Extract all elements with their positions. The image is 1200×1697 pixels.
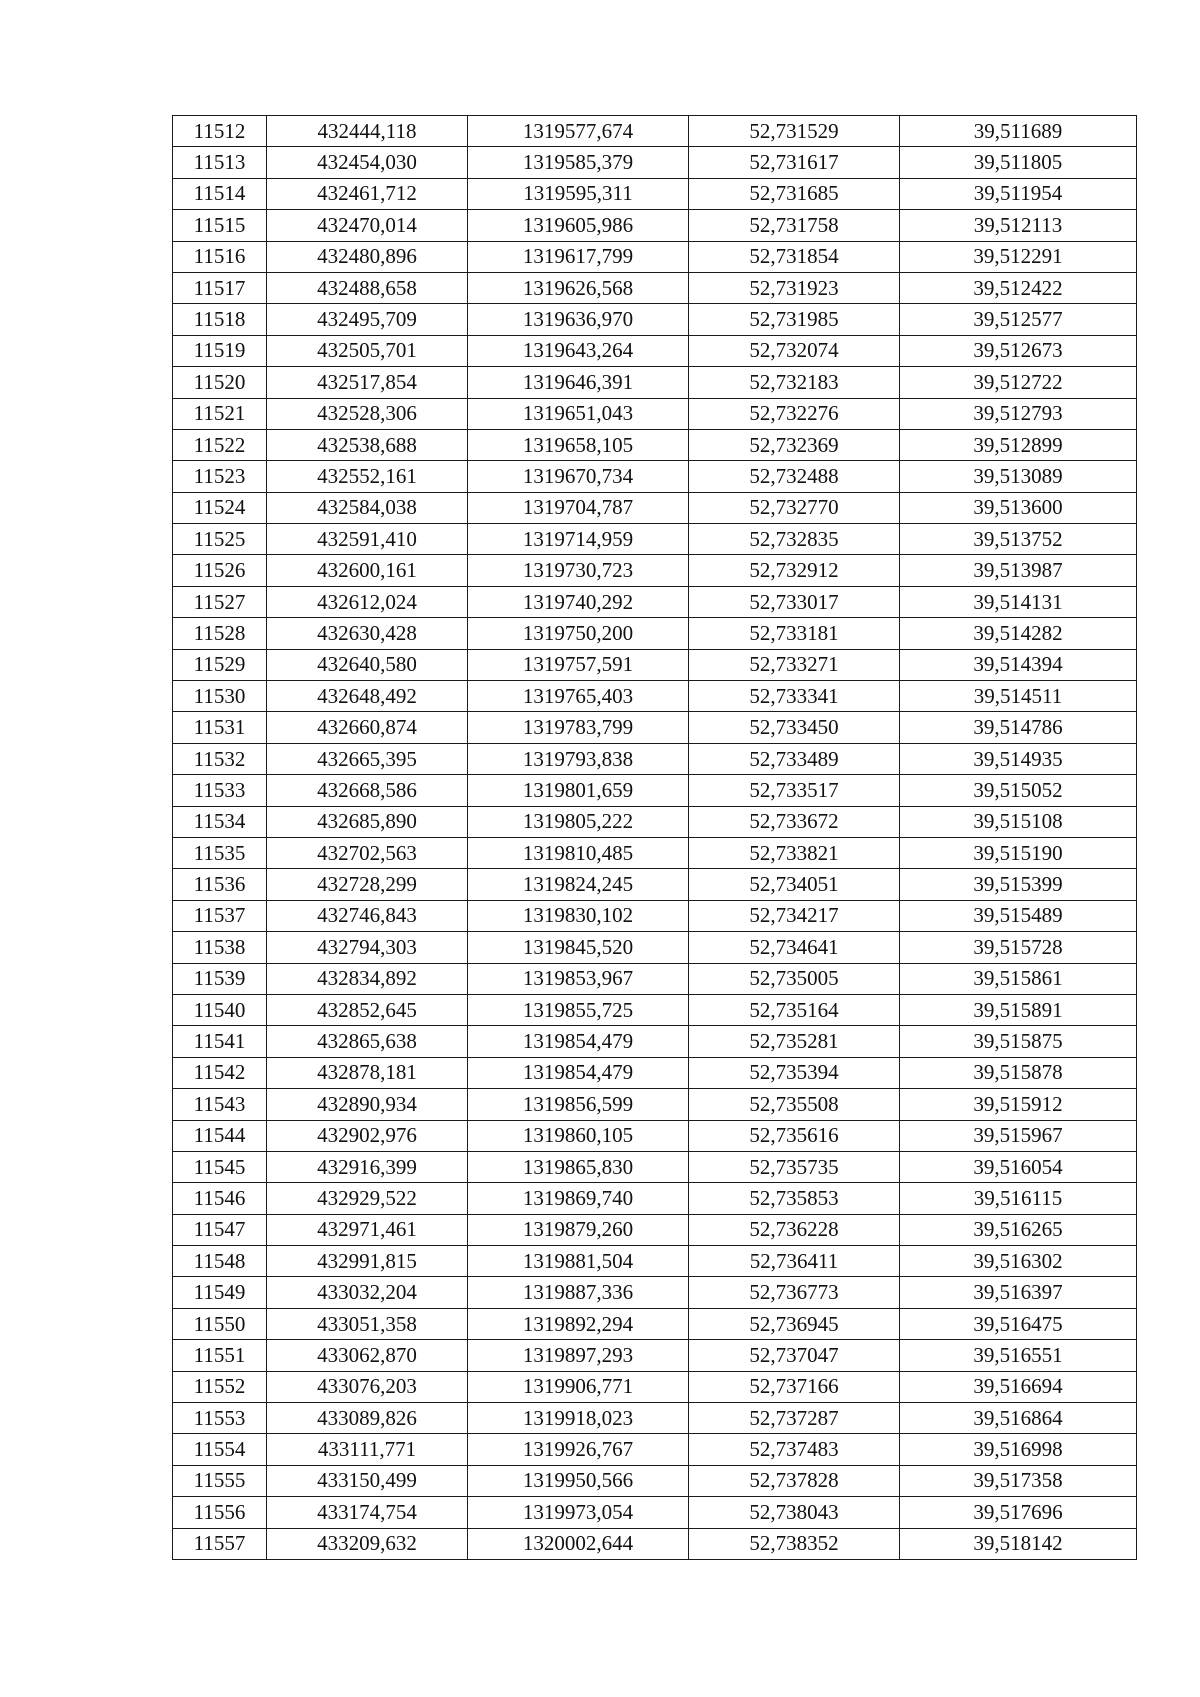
latitude-cell: 52,733271 [689, 649, 900, 680]
latitude-cell: 52,734051 [689, 869, 900, 900]
y-coordinate-cell: 1319897,293 [468, 1340, 689, 1371]
latitude-cell: 52,732369 [689, 429, 900, 460]
point-number-cell: 11539 [173, 963, 267, 994]
y-coordinate-cell: 1319926,767 [468, 1434, 689, 1465]
longitude-cell: 39,515891 [900, 994, 1137, 1025]
table-row [173, 775, 1137, 806]
x-coordinate-cell: 432517,854 [267, 367, 468, 398]
point-number-cell: 11514 [173, 178, 267, 209]
y-coordinate-cell: 1319805,222 [468, 806, 689, 837]
y-coordinate-cell: 1319636,970 [468, 304, 689, 335]
longitude-cell: 39,517358 [900, 1465, 1137, 1496]
x-coordinate-cell: 433032,204 [267, 1277, 468, 1308]
point-number-cell: 11517 [173, 272, 267, 303]
x-coordinate-cell: 433076,203 [267, 1371, 468, 1402]
x-coordinate-cell: 432834,892 [267, 963, 468, 994]
longitude-cell: 39,515108 [900, 806, 1137, 837]
x-coordinate-cell: 432640,580 [267, 649, 468, 680]
point-number-cell: 11515 [173, 210, 267, 241]
table-row [173, 555, 1137, 586]
longitude-cell: 39,516694 [900, 1371, 1137, 1402]
x-coordinate-cell: 432584,038 [267, 492, 468, 523]
y-coordinate-cell: 1319730,723 [468, 555, 689, 586]
longitude-cell: 39,516115 [900, 1183, 1137, 1214]
x-coordinate-cell: 432929,522 [267, 1183, 468, 1214]
longitude-cell: 39,515728 [900, 932, 1137, 963]
x-coordinate-cell: 432591,410 [267, 524, 468, 555]
latitude-cell: 52,735281 [689, 1026, 900, 1057]
longitude-cell: 39,513987 [900, 555, 1137, 586]
longitude-cell: 39,515489 [900, 900, 1137, 931]
point-number-cell: 11550 [173, 1308, 267, 1339]
table-row [173, 1026, 1137, 1057]
longitude-cell: 39,515861 [900, 963, 1137, 994]
x-coordinate-cell: 433062,870 [267, 1340, 468, 1371]
point-number-cell: 11530 [173, 681, 267, 712]
longitude-cell: 39,516551 [900, 1340, 1137, 1371]
latitude-cell: 52,731923 [689, 272, 900, 303]
latitude-cell: 52,732074 [689, 335, 900, 366]
x-coordinate-cell: 433150,499 [267, 1465, 468, 1496]
table-row [173, 1183, 1137, 1214]
x-coordinate-cell: 432890,934 [267, 1089, 468, 1120]
longitude-cell: 39,512793 [900, 398, 1137, 429]
table-row [173, 178, 1137, 209]
x-coordinate-cell: 432668,586 [267, 775, 468, 806]
y-coordinate-cell: 1319750,200 [468, 618, 689, 649]
latitude-cell: 52,733821 [689, 837, 900, 868]
latitude-cell: 52,735005 [689, 963, 900, 994]
x-coordinate-cell: 433209,632 [267, 1528, 468, 1559]
point-number-cell: 11546 [173, 1183, 267, 1214]
y-coordinate-cell: 1319783,799 [468, 712, 689, 743]
y-coordinate-cell: 1319860,105 [468, 1120, 689, 1151]
point-number-cell: 11538 [173, 932, 267, 963]
table-row [173, 712, 1137, 743]
y-coordinate-cell: 1319853,967 [468, 963, 689, 994]
table-row [173, 492, 1137, 523]
table-row [173, 1120, 1137, 1151]
x-coordinate-cell: 433111,771 [267, 1434, 468, 1465]
longitude-cell: 39,514131 [900, 586, 1137, 617]
table-row [173, 963, 1137, 994]
longitude-cell: 39,515878 [900, 1057, 1137, 1088]
y-coordinate-cell: 1319714,959 [468, 524, 689, 555]
point-number-cell: 11555 [173, 1465, 267, 1496]
point-number-cell: 11543 [173, 1089, 267, 1120]
longitude-cell: 39,515912 [900, 1089, 1137, 1120]
point-number-cell: 11524 [173, 492, 267, 523]
latitude-cell: 52,734641 [689, 932, 900, 963]
table-row [173, 1371, 1137, 1402]
latitude-cell: 52,737047 [689, 1340, 900, 1371]
latitude-cell: 52,733450 [689, 712, 900, 743]
longitude-cell: 39,513752 [900, 524, 1137, 555]
point-number-cell: 11525 [173, 524, 267, 555]
x-coordinate-cell: 432794,303 [267, 932, 468, 963]
longitude-cell: 39,516998 [900, 1434, 1137, 1465]
latitude-cell: 52,732488 [689, 461, 900, 492]
point-number-cell: 11556 [173, 1497, 267, 1528]
point-number-cell: 11531 [173, 712, 267, 743]
latitude-cell: 52,736773 [689, 1277, 900, 1308]
latitude-cell: 52,737828 [689, 1465, 900, 1496]
table-row [173, 649, 1137, 680]
y-coordinate-cell: 1319973,054 [468, 1497, 689, 1528]
y-coordinate-cell: 1319585,379 [468, 147, 689, 178]
y-coordinate-cell: 1319854,479 [468, 1026, 689, 1057]
coordinates-table-body [173, 116, 1137, 1560]
y-coordinate-cell: 1319793,838 [468, 743, 689, 774]
point-number-cell: 11533 [173, 775, 267, 806]
table-row [173, 272, 1137, 303]
point-number-cell: 11520 [173, 367, 267, 398]
table-row [173, 1057, 1137, 1088]
point-number-cell: 11518 [173, 304, 267, 335]
longitude-cell: 39,511954 [900, 178, 1137, 209]
x-coordinate-cell: 432865,638 [267, 1026, 468, 1057]
latitude-cell: 52,731529 [689, 116, 900, 147]
x-coordinate-cell: 432746,843 [267, 900, 468, 931]
x-coordinate-cell: 432660,874 [267, 712, 468, 743]
y-coordinate-cell: 1319830,102 [468, 900, 689, 931]
longitude-cell: 39,514786 [900, 712, 1137, 743]
longitude-cell: 39,518142 [900, 1528, 1137, 1559]
point-number-cell: 11519 [173, 335, 267, 366]
x-coordinate-cell: 432665,395 [267, 743, 468, 774]
point-number-cell: 11549 [173, 1277, 267, 1308]
point-number-cell: 11544 [173, 1120, 267, 1151]
longitude-cell: 39,511805 [900, 147, 1137, 178]
y-coordinate-cell: 1319881,504 [468, 1246, 689, 1277]
longitude-cell: 39,511689 [900, 116, 1137, 147]
table-row [173, 398, 1137, 429]
latitude-cell: 52,732770 [689, 492, 900, 523]
x-coordinate-cell: 432916,399 [267, 1151, 468, 1182]
longitude-cell: 39,512422 [900, 272, 1137, 303]
table-row [173, 1151, 1137, 1182]
point-number-cell: 11545 [173, 1151, 267, 1182]
table-row [173, 1246, 1137, 1277]
y-coordinate-cell: 1319810,485 [468, 837, 689, 868]
latitude-cell: 52,735164 [689, 994, 900, 1025]
y-coordinate-cell: 1319906,771 [468, 1371, 689, 1402]
table-row [173, 1403, 1137, 1434]
y-coordinate-cell: 1319865,830 [468, 1151, 689, 1182]
x-coordinate-cell: 432538,688 [267, 429, 468, 460]
table-row [173, 1308, 1137, 1339]
x-coordinate-cell: 432454,030 [267, 147, 468, 178]
latitude-cell: 52,735394 [689, 1057, 900, 1088]
x-coordinate-cell: 432902,976 [267, 1120, 468, 1151]
y-coordinate-cell: 1319950,566 [468, 1465, 689, 1496]
x-coordinate-cell: 433051,358 [267, 1308, 468, 1339]
latitude-cell: 52,735853 [689, 1183, 900, 1214]
y-coordinate-cell: 1319626,568 [468, 272, 689, 303]
latitude-cell: 52,731617 [689, 147, 900, 178]
point-number-cell: 11554 [173, 1434, 267, 1465]
longitude-cell: 39,514282 [900, 618, 1137, 649]
point-number-cell: 11527 [173, 586, 267, 617]
y-coordinate-cell: 1319887,336 [468, 1277, 689, 1308]
y-coordinate-cell: 1319801,659 [468, 775, 689, 806]
latitude-cell: 52,736411 [689, 1246, 900, 1277]
y-coordinate-cell: 1319740,292 [468, 586, 689, 617]
table-row [173, 618, 1137, 649]
latitude-cell: 52,732912 [689, 555, 900, 586]
y-coordinate-cell: 1319643,264 [468, 335, 689, 366]
y-coordinate-cell: 1319617,799 [468, 241, 689, 272]
x-coordinate-cell: 432685,890 [267, 806, 468, 837]
longitude-cell: 39,513089 [900, 461, 1137, 492]
table-row [173, 147, 1137, 178]
latitude-cell: 52,731758 [689, 210, 900, 241]
y-coordinate-cell: 1319824,245 [468, 869, 689, 900]
table-row [173, 524, 1137, 555]
x-coordinate-cell: 432971,461 [267, 1214, 468, 1245]
latitude-cell: 52,731985 [689, 304, 900, 335]
table-row [173, 335, 1137, 366]
point-number-cell: 11516 [173, 241, 267, 272]
table-row [173, 806, 1137, 837]
point-number-cell: 11551 [173, 1340, 267, 1371]
longitude-cell: 39,514394 [900, 649, 1137, 680]
table-row [173, 1089, 1137, 1120]
longitude-cell: 39,515190 [900, 837, 1137, 868]
longitude-cell: 39,512577 [900, 304, 1137, 335]
coordinates-table [172, 115, 1137, 1560]
table-row [173, 1214, 1137, 1245]
latitude-cell: 52,731854 [689, 241, 900, 272]
y-coordinate-cell: 1319658,105 [468, 429, 689, 460]
y-coordinate-cell: 1319595,311 [468, 178, 689, 209]
x-coordinate-cell: 432852,645 [267, 994, 468, 1025]
y-coordinate-cell: 1319918,023 [468, 1403, 689, 1434]
y-coordinate-cell: 1319757,591 [468, 649, 689, 680]
x-coordinate-cell: 433089,826 [267, 1403, 468, 1434]
point-number-cell: 11532 [173, 743, 267, 774]
table-row [173, 1277, 1137, 1308]
longitude-cell: 39,516265 [900, 1214, 1137, 1245]
longitude-cell: 39,516475 [900, 1308, 1137, 1339]
longitude-cell: 39,513600 [900, 492, 1137, 523]
table-row [173, 681, 1137, 712]
x-coordinate-cell: 433174,754 [267, 1497, 468, 1528]
table-row [173, 241, 1137, 272]
y-coordinate-cell: 1319651,043 [468, 398, 689, 429]
y-coordinate-cell: 1319855,725 [468, 994, 689, 1025]
point-number-cell: 11557 [173, 1528, 267, 1559]
x-coordinate-cell: 432702,563 [267, 837, 468, 868]
table-row [173, 429, 1137, 460]
point-number-cell: 11542 [173, 1057, 267, 1088]
y-coordinate-cell: 1319845,520 [468, 932, 689, 963]
y-coordinate-cell: 1319577,674 [468, 116, 689, 147]
point-number-cell: 11526 [173, 555, 267, 586]
point-number-cell: 11548 [173, 1246, 267, 1277]
table-row [173, 367, 1137, 398]
table-row [173, 932, 1137, 963]
point-number-cell: 11521 [173, 398, 267, 429]
latitude-cell: 52,737287 [689, 1403, 900, 1434]
point-number-cell: 11535 [173, 837, 267, 868]
x-coordinate-cell: 432461,712 [267, 178, 468, 209]
latitude-cell: 52,738352 [689, 1528, 900, 1559]
longitude-cell: 39,514935 [900, 743, 1137, 774]
point-number-cell: 11528 [173, 618, 267, 649]
longitude-cell: 39,516864 [900, 1403, 1137, 1434]
table-row [173, 586, 1137, 617]
point-number-cell: 11522 [173, 429, 267, 460]
longitude-cell: 39,514511 [900, 681, 1137, 712]
table-row [173, 210, 1137, 241]
table-row [173, 116, 1137, 147]
latitude-cell: 52,737166 [689, 1371, 900, 1402]
y-coordinate-cell: 1319605,986 [468, 210, 689, 241]
y-coordinate-cell: 1319869,740 [468, 1183, 689, 1214]
x-coordinate-cell: 432470,014 [267, 210, 468, 241]
x-coordinate-cell: 432630,428 [267, 618, 468, 649]
longitude-cell: 39,512291 [900, 241, 1137, 272]
x-coordinate-cell: 432878,181 [267, 1057, 468, 1088]
latitude-cell: 52,735508 [689, 1089, 900, 1120]
table-row [173, 900, 1137, 931]
point-number-cell: 11536 [173, 869, 267, 900]
point-number-cell: 11512 [173, 116, 267, 147]
point-number-cell: 11537 [173, 900, 267, 931]
latitude-cell: 52,733341 [689, 681, 900, 712]
table-row [173, 1340, 1137, 1371]
x-coordinate-cell: 432648,492 [267, 681, 468, 712]
longitude-cell: 39,512673 [900, 335, 1137, 366]
y-coordinate-cell: 1319670,734 [468, 461, 689, 492]
point-number-cell: 11529 [173, 649, 267, 680]
point-number-cell: 11541 [173, 1026, 267, 1057]
y-coordinate-cell: 1319892,294 [468, 1308, 689, 1339]
x-coordinate-cell: 432728,299 [267, 869, 468, 900]
x-coordinate-cell: 432488,658 [267, 272, 468, 303]
x-coordinate-cell: 432600,161 [267, 555, 468, 586]
latitude-cell: 52,736228 [689, 1214, 900, 1245]
x-coordinate-cell: 432495,709 [267, 304, 468, 335]
point-number-cell: 11540 [173, 994, 267, 1025]
point-number-cell: 11523 [173, 461, 267, 492]
x-coordinate-cell: 432528,306 [267, 398, 468, 429]
longitude-cell: 39,516302 [900, 1246, 1137, 1277]
table-row [173, 837, 1137, 868]
y-coordinate-cell: 1320002,644 [468, 1528, 689, 1559]
point-number-cell: 11552 [173, 1371, 267, 1402]
y-coordinate-cell: 1319765,403 [468, 681, 689, 712]
latitude-cell: 52,733672 [689, 806, 900, 837]
latitude-cell: 52,733017 [689, 586, 900, 617]
longitude-cell: 39,512722 [900, 367, 1137, 398]
latitude-cell: 52,732835 [689, 524, 900, 555]
latitude-cell: 52,738043 [689, 1497, 900, 1528]
latitude-cell: 52,733181 [689, 618, 900, 649]
point-number-cell: 11547 [173, 1214, 267, 1245]
latitude-cell: 52,732183 [689, 367, 900, 398]
longitude-cell: 39,515875 [900, 1026, 1137, 1057]
x-coordinate-cell: 432552,161 [267, 461, 468, 492]
table-row [173, 461, 1137, 492]
table-row [173, 743, 1137, 774]
y-coordinate-cell: 1319856,599 [468, 1089, 689, 1120]
longitude-cell: 39,517696 [900, 1497, 1137, 1528]
table-row [173, 994, 1137, 1025]
latitude-cell: 52,734217 [689, 900, 900, 931]
latitude-cell: 52,735616 [689, 1120, 900, 1151]
longitude-cell: 39,516054 [900, 1151, 1137, 1182]
x-coordinate-cell: 432991,815 [267, 1246, 468, 1277]
table-row [173, 304, 1137, 335]
point-number-cell: 11534 [173, 806, 267, 837]
longitude-cell: 39,515967 [900, 1120, 1137, 1151]
table-row [173, 1528, 1137, 1559]
x-coordinate-cell: 432612,024 [267, 586, 468, 617]
longitude-cell: 39,515399 [900, 869, 1137, 900]
table-row [173, 869, 1137, 900]
latitude-cell: 52,733489 [689, 743, 900, 774]
latitude-cell: 52,733517 [689, 775, 900, 806]
latitude-cell: 52,735735 [689, 1151, 900, 1182]
latitude-cell: 52,732276 [689, 398, 900, 429]
y-coordinate-cell: 1319879,260 [468, 1214, 689, 1245]
x-coordinate-cell: 432480,896 [267, 241, 468, 272]
latitude-cell: 52,731685 [689, 178, 900, 209]
x-coordinate-cell: 432444,118 [267, 116, 468, 147]
y-coordinate-cell: 1319646,391 [468, 367, 689, 398]
longitude-cell: 39,516397 [900, 1277, 1137, 1308]
table-row [173, 1465, 1137, 1496]
latitude-cell: 52,737483 [689, 1434, 900, 1465]
point-number-cell: 11553 [173, 1403, 267, 1434]
x-coordinate-cell: 432505,701 [267, 335, 468, 366]
table-row [173, 1434, 1137, 1465]
longitude-cell: 39,515052 [900, 775, 1137, 806]
longitude-cell: 39,512899 [900, 429, 1137, 460]
longitude-cell: 39,512113 [900, 210, 1137, 241]
y-coordinate-cell: 1319704,787 [468, 492, 689, 523]
latitude-cell: 52,736945 [689, 1308, 900, 1339]
y-coordinate-cell: 1319854,479 [468, 1057, 689, 1088]
table-row [173, 1497, 1137, 1528]
point-number-cell: 11513 [173, 147, 267, 178]
